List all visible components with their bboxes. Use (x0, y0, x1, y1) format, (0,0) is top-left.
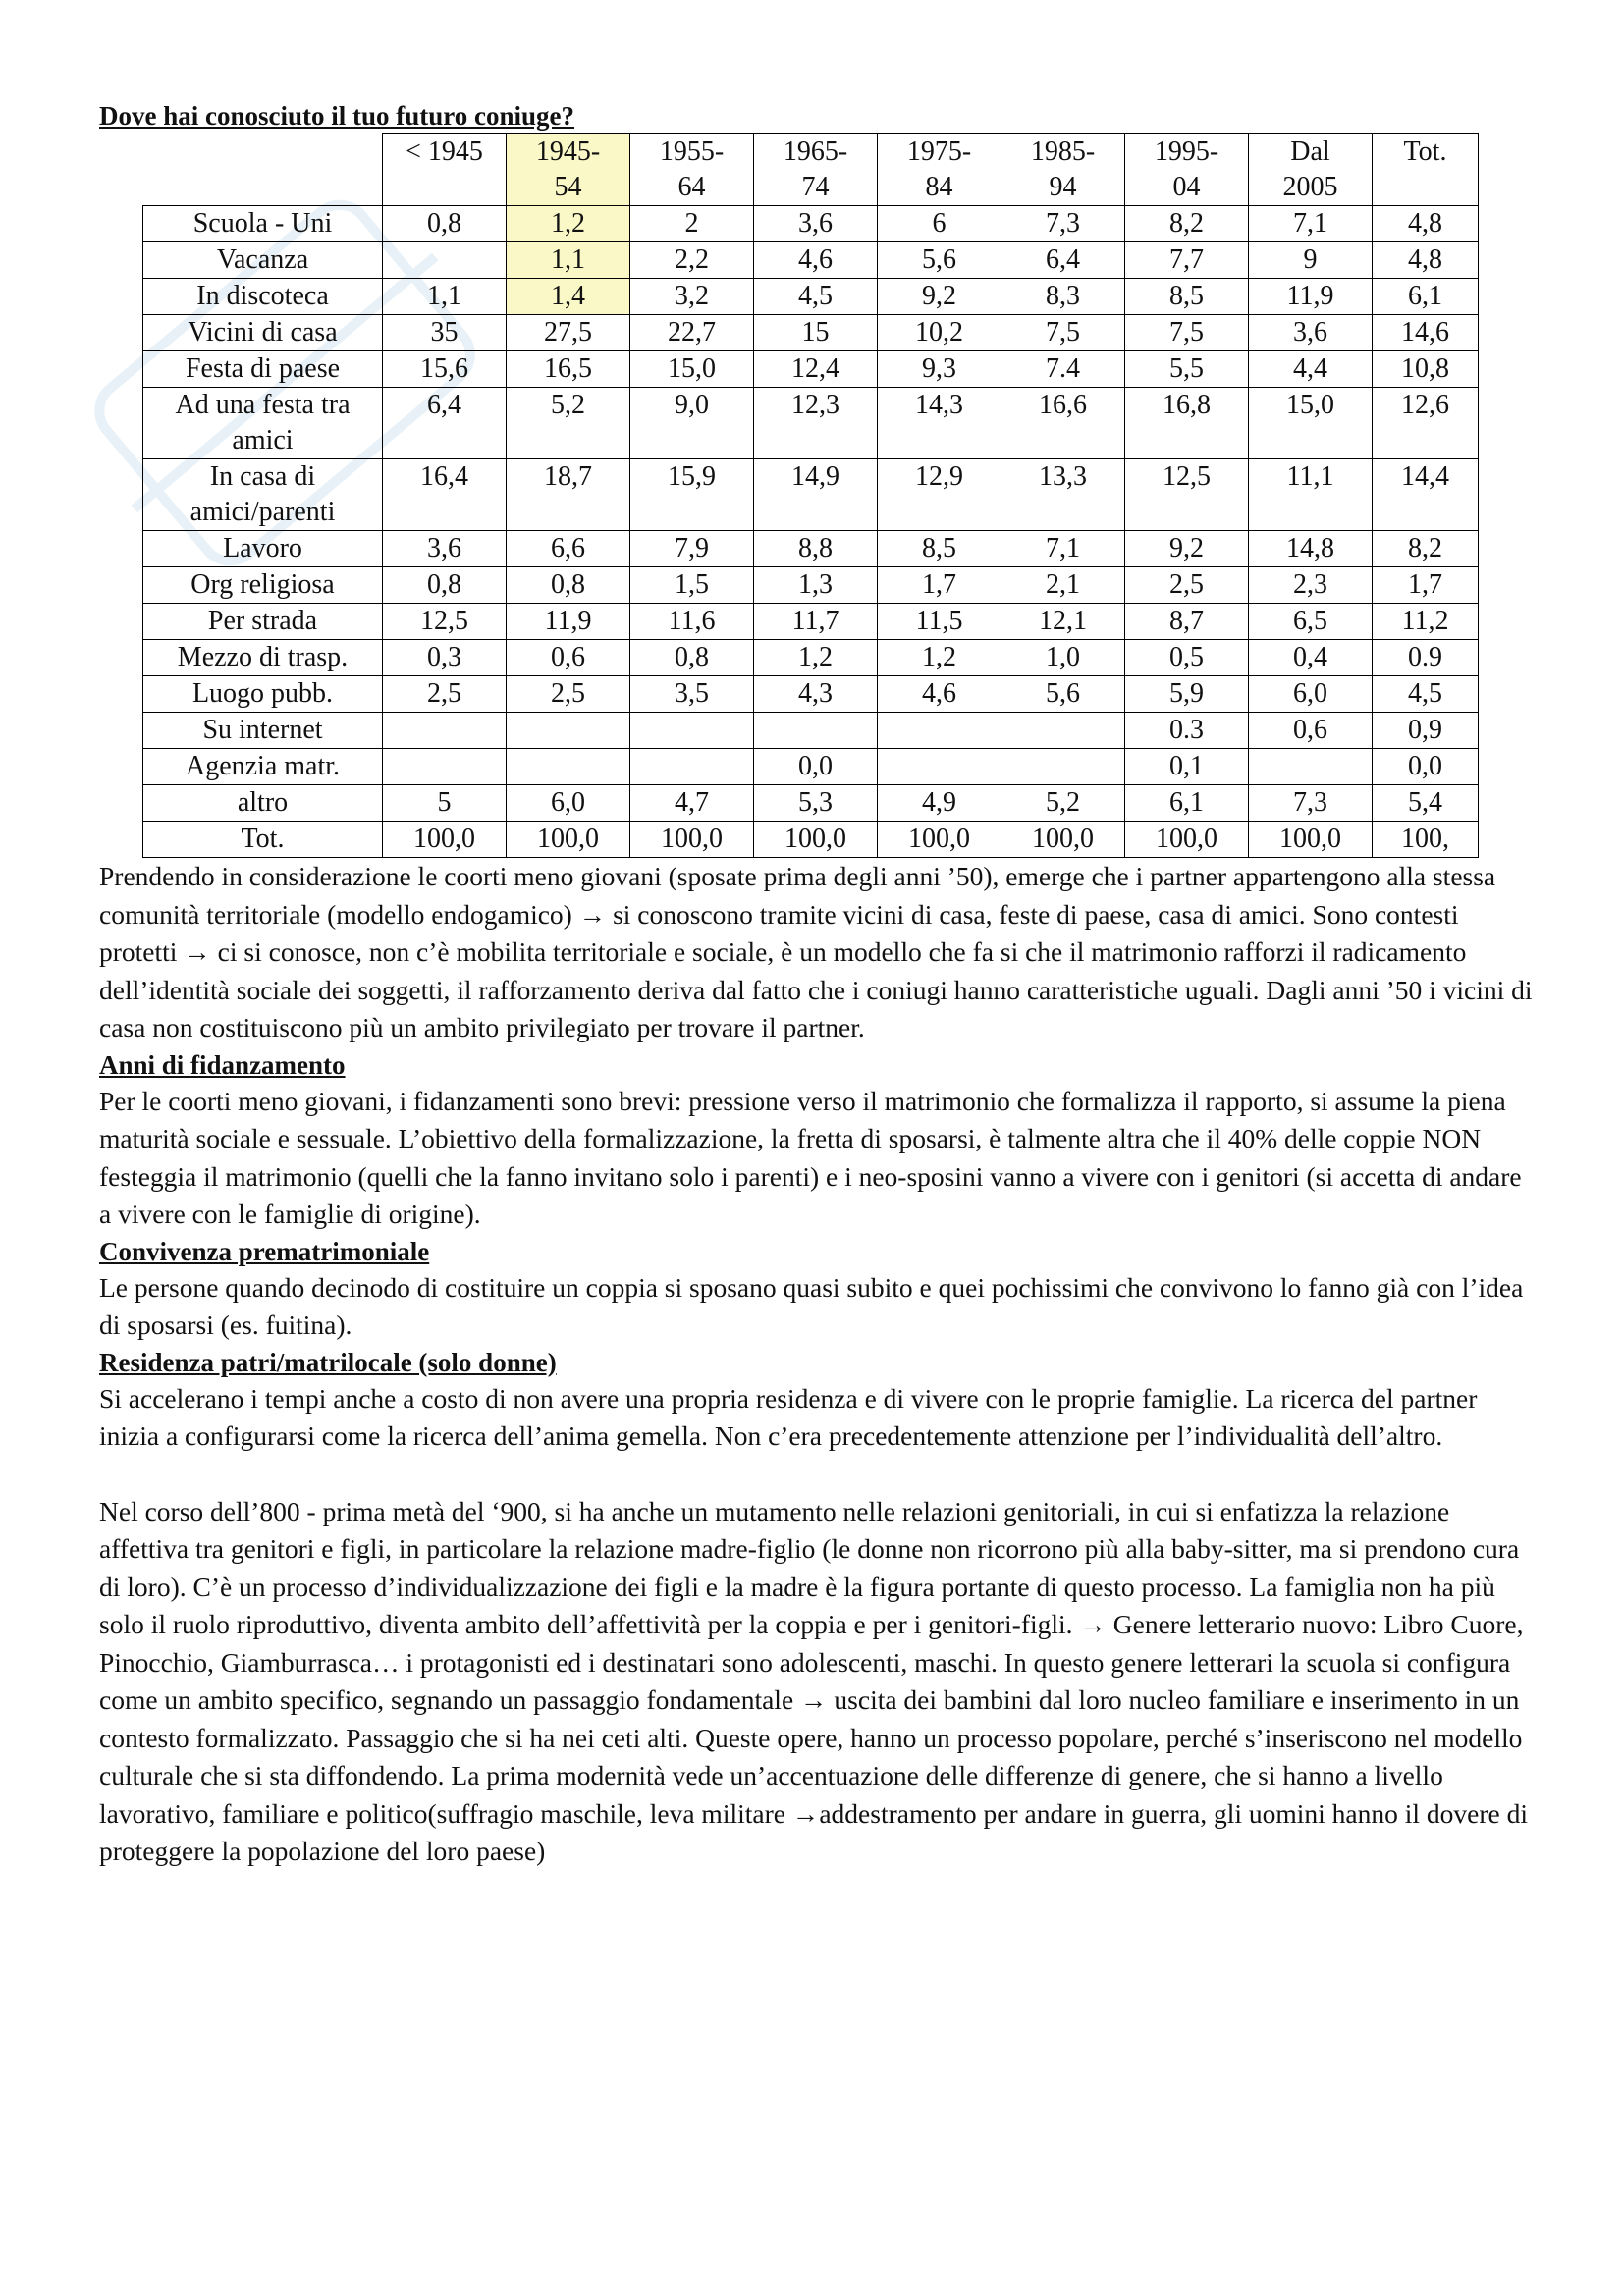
table-cell: 6,6 (507, 531, 630, 567)
table-cell (878, 713, 1001, 749)
table-cell: 7,1 (1249, 206, 1373, 242)
column-header: 1975- 84 (878, 134, 1001, 206)
paragraph-coorti: Prendendo in considerazione le coorti meno giovani (sposate prima degli anni ’50), emerge che i partner appartengono alla stessa comunità territoriale (modello endogamico) → si conoscono tramite vicini di casa, feste di paese, casa di amici. Sono contesti protetti → ci si conosce, non c’è mobilita territoriale e sociale, è un modello che fa si che il matrimonio rafforzi il radicamento dell’identità sociale dei soggetti, il rafforzamento deriva dal fatto che i coniugi hanno caratteristiche uguali. Dagli anni ’50 i vicini di casa non costituiscono più un ambito privilegiato per trovare il partner. (99, 861, 1533, 1042)
table-cell: 10,2 (878, 315, 1001, 351)
table-cell: 100,0 (1125, 822, 1249, 858)
table-cell: 8,3 (1001, 279, 1125, 315)
table-cell: 3,2 (630, 279, 754, 315)
table-row (143, 351, 1479, 388)
table-cell: 5,5 (1125, 351, 1249, 388)
table-cell: 12,6 (1373, 388, 1479, 459)
table-cell: 0.9 (1373, 640, 1479, 676)
table-cell: 3,5 (630, 676, 754, 713)
table-cell: 100,0 (630, 822, 754, 858)
table-cell: 0,1 (1125, 749, 1249, 785)
table-cell: 11,6 (630, 604, 754, 640)
table-cell (507, 713, 630, 749)
table-header-row (143, 134, 1479, 206)
paragraph-ottocento: Nel corso dell’800 - prima metà del ‘900, si ha anche un mutamento nelle relazioni genitoriali, in cui si enfatizza la relazione affettiva tra genitori e figli, in particolare la relazione madre-figlio (le donne non ricorrono più alla baby-sitter, ma si prendono cura di loro). C’è un processo d’individualizzazione dei figli e la madre è la figura portante di questo processo. La famiglia non ha più solo il ruolo riproduttivo, diventa ambito dell’affettività per la coppia e per i genitori-figli. → Genere letterario nuovo: Libro Cuore, Pinocchio, Giamburrasca… i protagonisti ed i destinatari sono adolescenti, maschi. In questo genere letterari la scuola si configura come un ambito specifico, segnando un passaggio fondamentale → uscita dei bambini dal loro nucleo familiare e inserimento in un contesto formalizzato. Passaggio che si ha nei ceti alti. Queste opere, hanno un processo popolare, perché s’inseriscono nel modello culturale che si sta diffondendo. La prima modernità vede un’accentuazione delle differenze di genere, che si hanno a livello lavorativo, familiare e politico(suffragio maschile, leva militare →addestramento per andare in guerra, gli uomini hanno il dovere di proteggere la popolazione del loro paese) (99, 1495, 1528, 1866)
table-cell: 11,9 (1249, 279, 1373, 315)
row-label: Lavoro (143, 531, 383, 567)
table-cell: 0,6 (507, 640, 630, 676)
table-cell: 0,5 (1125, 640, 1249, 676)
table-cell: 14,6 (1373, 315, 1479, 351)
table-cell: 1,2 (878, 640, 1001, 676)
table-cell: 1,7 (878, 567, 1001, 604)
table-cell: 11,5 (878, 604, 1001, 640)
table-cell (507, 749, 630, 785)
table-cell: 3,6 (1249, 315, 1373, 351)
table-cell: 7.4 (1001, 351, 1125, 388)
heading-residenza: Residenza patri/matrilocale (solo donne) (99, 1347, 557, 1377)
row-label: Org religiosa (143, 567, 383, 604)
row-label: Luogo pubb. (143, 676, 383, 713)
row-label: Festa di paese (143, 351, 383, 388)
table-cell: 8,8 (754, 531, 878, 567)
table-cell: 100,0 (1249, 822, 1373, 858)
table-cell: 100,0 (507, 822, 630, 858)
table-cell: 22,7 (630, 315, 754, 351)
table-cell: 7,5 (1001, 315, 1125, 351)
table-cell: 0,4 (1249, 640, 1373, 676)
table-cell: 5,2 (507, 388, 630, 459)
table-cell (383, 242, 507, 279)
column-header: 1945- 54 (507, 134, 630, 206)
table-cell: 0,0 (754, 749, 878, 785)
column-header: < 1945 (383, 134, 507, 206)
table-cell: 12,9 (878, 459, 1001, 531)
table-cell: 14,8 (1249, 531, 1373, 567)
column-header: Tot. (1373, 134, 1479, 206)
table-cell: 11,2 (1373, 604, 1479, 640)
table-cell: 18,7 (507, 459, 630, 531)
table-cell: 15,0 (1249, 388, 1373, 459)
table-cell: 1,1 (383, 279, 507, 315)
table-cell: 1,0 (1001, 640, 1125, 676)
table-cell: 7,9 (630, 531, 754, 567)
table-cell: 1,2 (507, 206, 630, 242)
table-cell: 4,6 (878, 676, 1001, 713)
table-row (143, 531, 1479, 567)
table-cell: 5 (383, 785, 507, 822)
header-corner (143, 134, 383, 206)
table-row (143, 822, 1479, 858)
table-cell: 0,0 (1373, 749, 1479, 785)
table-row (143, 749, 1479, 785)
table-cell: 2,3 (1249, 567, 1373, 604)
paragraph-residenza: Si accelerano i tempi anche a costo di non avere una propria residenza e di vivere con le proprie famiglie. La ricerca del partner inizia a configurarsi come la ricerca dell’anima gemella. Non c’era precedentemente attenzione per l’individualità dell’altro. (99, 1382, 1478, 1451)
table-cell (1001, 749, 1125, 785)
table-cell: 0,8 (383, 567, 507, 604)
row-label: Vacanza (143, 242, 383, 279)
table-cell: 0,8 (630, 640, 754, 676)
table-cell: 2,5 (1125, 567, 1249, 604)
table-cell: 16,4 (383, 459, 507, 531)
heading-convivenza: Convivenza prematrimoniale (99, 1236, 430, 1266)
table-cell: 0,9 (1373, 713, 1479, 749)
table-cell: 3,6 (754, 206, 878, 242)
table-row (143, 567, 1479, 604)
table-cell: 0,3 (383, 640, 507, 676)
table-cell: 4,5 (754, 279, 878, 315)
row-label: Vicini di casa (143, 315, 383, 351)
table-cell: 11,1 (1249, 459, 1373, 531)
table-cell: 2 (630, 206, 754, 242)
table-cell: 27,5 (507, 315, 630, 351)
column-header: 1965- 74 (754, 134, 878, 206)
table-cell: 8,5 (1125, 279, 1249, 315)
table-cell: 6,0 (507, 785, 630, 822)
row-label: Mezzo di trasp. (143, 640, 383, 676)
row-label: Agenzia matr. (143, 749, 383, 785)
table-cell: 100,0 (1001, 822, 1125, 858)
table-cell: 6 (878, 206, 1001, 242)
table-cell: 2,1 (1001, 567, 1125, 604)
table-row (143, 640, 1479, 676)
table-cell: 5,4 (1373, 785, 1479, 822)
table-cell: 8,2 (1125, 206, 1249, 242)
table-cell: 5,6 (1001, 676, 1125, 713)
table-cell: 0,6 (1249, 713, 1373, 749)
row-label: Ad una festa tra amici (143, 388, 383, 459)
table-cell: 15,0 (630, 351, 754, 388)
table-cell: 2,5 (507, 676, 630, 713)
table-cell: 12,4 (754, 351, 878, 388)
table-cell: 4,9 (878, 785, 1001, 822)
table-cell: 100,0 (878, 822, 1001, 858)
table-cell: 3,6 (383, 531, 507, 567)
row-label: Scuola - Uni (143, 206, 383, 242)
table-cell: 1,7 (1373, 567, 1479, 604)
table-cell: 9 (1249, 242, 1373, 279)
table-cell: 15,6 (383, 351, 507, 388)
table-cell: 0,8 (507, 567, 630, 604)
table-cell (630, 749, 754, 785)
table-cell (383, 713, 507, 749)
table-cell: 4,8 (1373, 242, 1479, 279)
table-cell: 4,5 (1373, 676, 1479, 713)
table-cell: 7,3 (1249, 785, 1373, 822)
table-cell: 4,8 (1373, 206, 1479, 242)
table-cell: 100,0 (383, 822, 507, 858)
row-label: altro (143, 785, 383, 822)
table-cell: 14,4 (1373, 459, 1479, 531)
table-cell: 11,9 (507, 604, 630, 640)
column-header: 1985- 94 (1001, 134, 1125, 206)
paragraph-convivenza: Le persone quando decinodo di costituire un coppia si sposano quasi subito e quei pochissimi che convivono lo fanno già con l’idea di sposarsi (es. fuitina). (99, 1271, 1524, 1340)
table-row (143, 315, 1479, 351)
table-row (143, 785, 1479, 822)
document-page (99, 98, 1533, 1871)
table-cell: 4,7 (630, 785, 754, 822)
table-cell: 10,8 (1373, 351, 1479, 388)
table-cell: 11,7 (754, 604, 878, 640)
table-row (143, 676, 1479, 713)
heading-fidanzamento: Anni di fidanzamento (99, 1049, 346, 1080)
table-cell: 6,0 (1249, 676, 1373, 713)
table-row (143, 279, 1479, 315)
survey-table (142, 133, 1479, 858)
table-cell: 6,5 (1249, 604, 1373, 640)
row-label: In discoteca (143, 279, 383, 315)
row-label: Tot. (143, 822, 383, 858)
table-cell: 1,3 (754, 567, 878, 604)
table-cell: 12,1 (1001, 604, 1125, 640)
table-cell: 6,4 (383, 388, 507, 459)
table-cell: 15 (754, 315, 878, 351)
table-cell: 4,3 (754, 676, 878, 713)
table-cell: 5,3 (754, 785, 878, 822)
table-cell (383, 749, 507, 785)
paragraph-fidanzamento: Per le coorti meno giovani, i fidanzamenti sono brevi: pressione verso il matrimonio che formalizza il rapporto, si assume la piena maturità sociale e sessuale. L’obiettivo della formalizzazione, la fretta di sposarsi, è talmente altra che il 40% delle coppie NON festeggia il matrimonio (quelli che la fanno invitano solo i parenti) e i neo-sposini vanno a vivere con i genitori (si accetta di andare a vivere con le famiglie di origine). (99, 1085, 1522, 1229)
table-row (143, 206, 1479, 242)
table-row (143, 604, 1479, 640)
table-cell: 1,5 (630, 567, 754, 604)
table-cell: 12,5 (1125, 459, 1249, 531)
table-cell: 9,3 (878, 351, 1001, 388)
row-label: In casa di amici/parenti (143, 459, 383, 531)
table-cell: 7,3 (1001, 206, 1125, 242)
table-cell: 12,5 (383, 604, 507, 640)
column-header: 1955- 64 (630, 134, 754, 206)
table-cell: 5,9 (1125, 676, 1249, 713)
table-row (143, 459, 1479, 531)
table-cell: 5,6 (878, 242, 1001, 279)
paragraph-spacer (99, 1456, 1533, 1493)
row-label: Su internet (143, 713, 383, 749)
table-cell: 7,7 (1125, 242, 1249, 279)
table-cell: 13,3 (1001, 459, 1125, 531)
table-cell: 9,0 (630, 388, 754, 459)
column-header: Dal 2005 (1249, 134, 1373, 206)
table-cell: 6,4 (1001, 242, 1125, 279)
table-cell: 14,3 (878, 388, 1001, 459)
table-cell: 15,9 (630, 459, 754, 531)
table-cell: 2,5 (383, 676, 507, 713)
table-cell: 2,2 (630, 242, 754, 279)
table-cell: 16,5 (507, 351, 630, 388)
table-cell: 8,7 (1125, 604, 1249, 640)
table-cell: 7,5 (1125, 315, 1249, 351)
table-cell: 14,9 (754, 459, 878, 531)
table-cell (878, 749, 1001, 785)
table-cell: 0.3 (1125, 713, 1249, 749)
table-cell: 8,5 (878, 531, 1001, 567)
column-header: 1995- 04 (1125, 134, 1249, 206)
table-cell: 1,1 (507, 242, 630, 279)
table-cell: 6,1 (1125, 785, 1249, 822)
table-cell (1001, 713, 1125, 749)
table-cell: 12,3 (754, 388, 878, 459)
table-cell: 16,6 (1001, 388, 1125, 459)
table-cell: 0,8 (383, 206, 507, 242)
table-cell: 4,4 (1249, 351, 1373, 388)
table-cell: 100, (1373, 822, 1479, 858)
table-cell: 1,4 (507, 279, 630, 315)
table-cell (754, 713, 878, 749)
table-cell: 35 (383, 315, 507, 351)
table-cell: 100,0 (754, 822, 878, 858)
table-cell: 16,8 (1125, 388, 1249, 459)
table-row (143, 713, 1479, 749)
page-title: Dove hai conosciuto il tuo futuro coniuge? (99, 101, 575, 131)
table-cell: 5,2 (1001, 785, 1125, 822)
table-cell: 7,1 (1001, 531, 1125, 567)
table-cell: 9,2 (1125, 531, 1249, 567)
table-row (143, 242, 1479, 279)
table-cell: 6,1 (1373, 279, 1479, 315)
table-cell: 1,2 (754, 640, 878, 676)
table-cell: 8,2 (1373, 531, 1479, 567)
row-label: Per strada (143, 604, 383, 640)
table-cell (630, 713, 754, 749)
table-row (143, 388, 1479, 459)
table-cell: 9,2 (878, 279, 1001, 315)
table-cell (1249, 749, 1373, 785)
table-cell: 4,6 (754, 242, 878, 279)
